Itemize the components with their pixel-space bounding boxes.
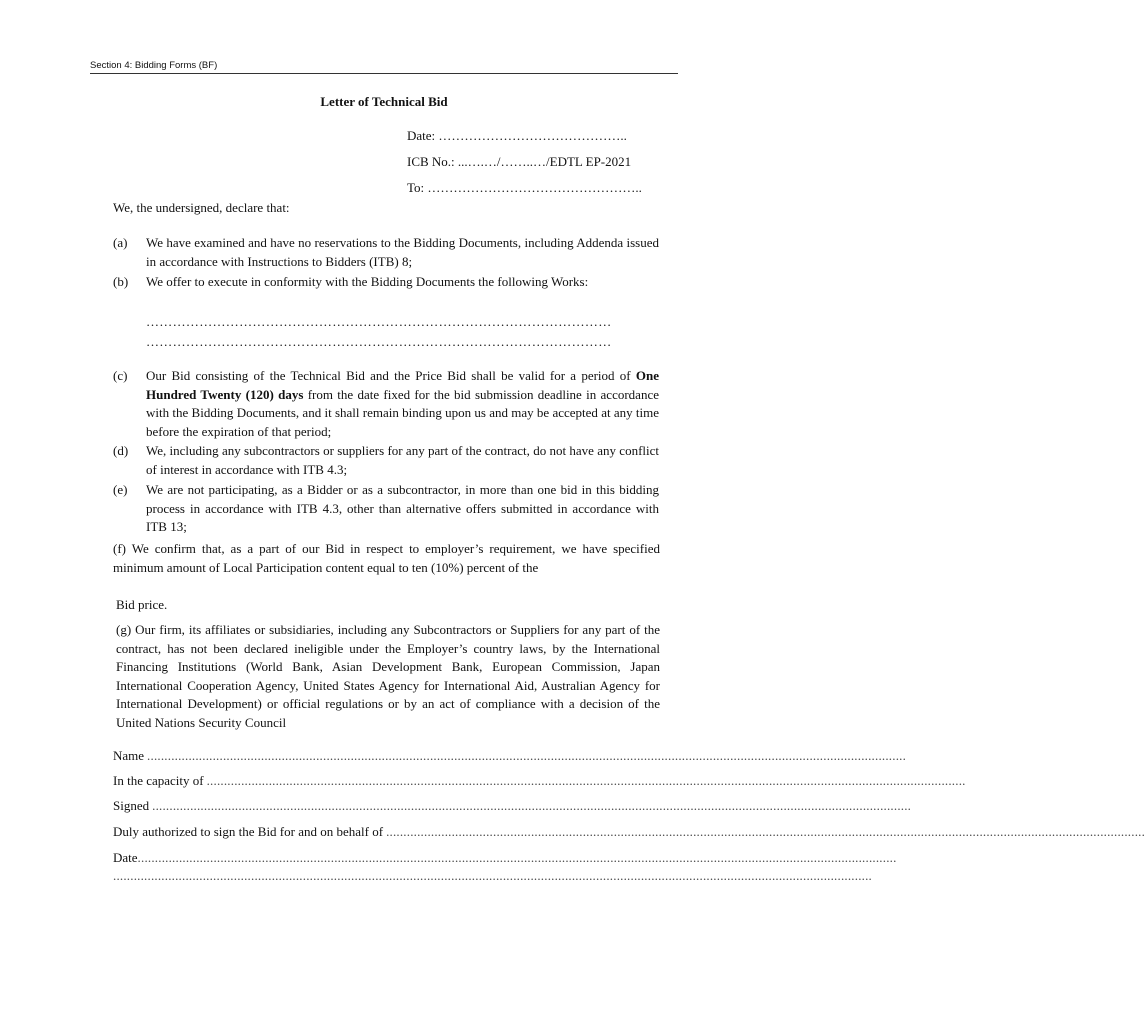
item-label: (a) [113,235,128,250]
item-text-after: from the date fixed for the bid submission deadline in accordance with the Bidding Documents, and it shall remain binding upon us and may be accepted at any time before the expiration of that period; [146,386,659,439]
item-label: (b) [113,274,129,289]
signature-fill: ............................................................................................................................................................................................................................ [152,798,912,813]
section-header: Section 4: Bidding Forms (BF) [90,60,678,74]
declaration-item-c [113,367,659,441]
to-line: To: ………………………………………….. [407,180,642,195]
item-text: We offer to execute in conformity with the Bidding Documents the following Works: [146,274,589,289]
declaration-item-a [113,234,659,271]
works-blank-line: …………………………………………………………………………………………… [146,314,612,329]
signature-fill: ............................................................................................................................................................................................................................ [147,748,907,763]
works-blank-line: …………………………………………………………………………………………… [146,334,612,349]
item-text: We have examined and have no reservations to the Bidding Documents, including Addenda issued in accordance with Instructions to Bidders (ITB) 8; [146,235,659,269]
signature-fill: ............................................................................................................................................................................................................................ [206,773,966,788]
signature-fill: ............................................................................................................................................................................................................................ [137,850,897,865]
signature-date-line [113,850,897,866]
signature-extra-line [113,868,872,884]
item-text [146,367,659,441]
signature-fill: ............................................................................................................................................................................................................................ [386,824,1145,839]
item-text: We are not participating, as a Bidder or as a subcontractor, in more than one bid in this bidding process in accordance with ITB 4.3, other than alternative offers submitted in accordance with ITB 13; [146,482,659,534]
signature-label: Date [113,850,138,865]
declaration-item-f: (f) We confirm that, as a part of our Bid in respect to employer’s requirement, we have specified minimum amount of Local Participation content equal to ten (10%) percent of the [113,541,660,575]
item-label: (e) [113,482,128,497]
declaration-item-b [113,273,659,292]
signature-signed-line [113,798,912,814]
item-label: (c) [113,368,128,383]
date-line: Date: …………………………………….. [407,128,627,143]
declaration-item-e [113,481,659,537]
signature-authorized-line [113,824,1145,840]
item-text: We, including any subcontractors or suppliers for any part of the contract, do not have any conflict of interest in accordance with ITB 4.3; [146,443,659,477]
bid-price-text: Bid price. [116,597,168,612]
signature-label: Duly authorized to sign the Bid for and on behalf of [113,824,384,839]
signature-fill: ............................................................................................................................................................................................................................ [113,868,872,883]
signature-label: Signed [113,798,150,813]
signature-capacity-line [113,773,966,789]
signature-name-line [113,748,907,764]
signature-label: Name [113,748,145,763]
document-title: Letter of Technical Bid [320,94,448,109]
validity-period: One Hundred Twenty (120) days [146,368,659,402]
declaration-item-d [113,442,659,479]
intro-statement: We, the undersigned, declare that: [113,200,290,215]
item-text-before: Our Bid consisting of the Technical Bid and the Price Bid shall be valid for a period of [146,368,636,383]
signature-label: In the capacity of [113,773,204,788]
item-label: (d) [113,443,129,458]
icb-number-line: ICB No.: ...….…/……..…/EDTL EP-2021 [407,154,632,169]
declaration-item-g: (g) Our firm, its affiliates or subsidiaries, including any Subcontractors or Suppliers for any part of the contract, has not been declared ineligible under the Employer’s country laws, by the International Financing Institutions (World Bank, Asian Development Bank, European Commission, Japan International Cooperation Agency, United States Agency for International Aid, Australian Agency for International Development) or official regulations or by an act of compliance with a decision of the United Nations Security Council [116,622,660,730]
